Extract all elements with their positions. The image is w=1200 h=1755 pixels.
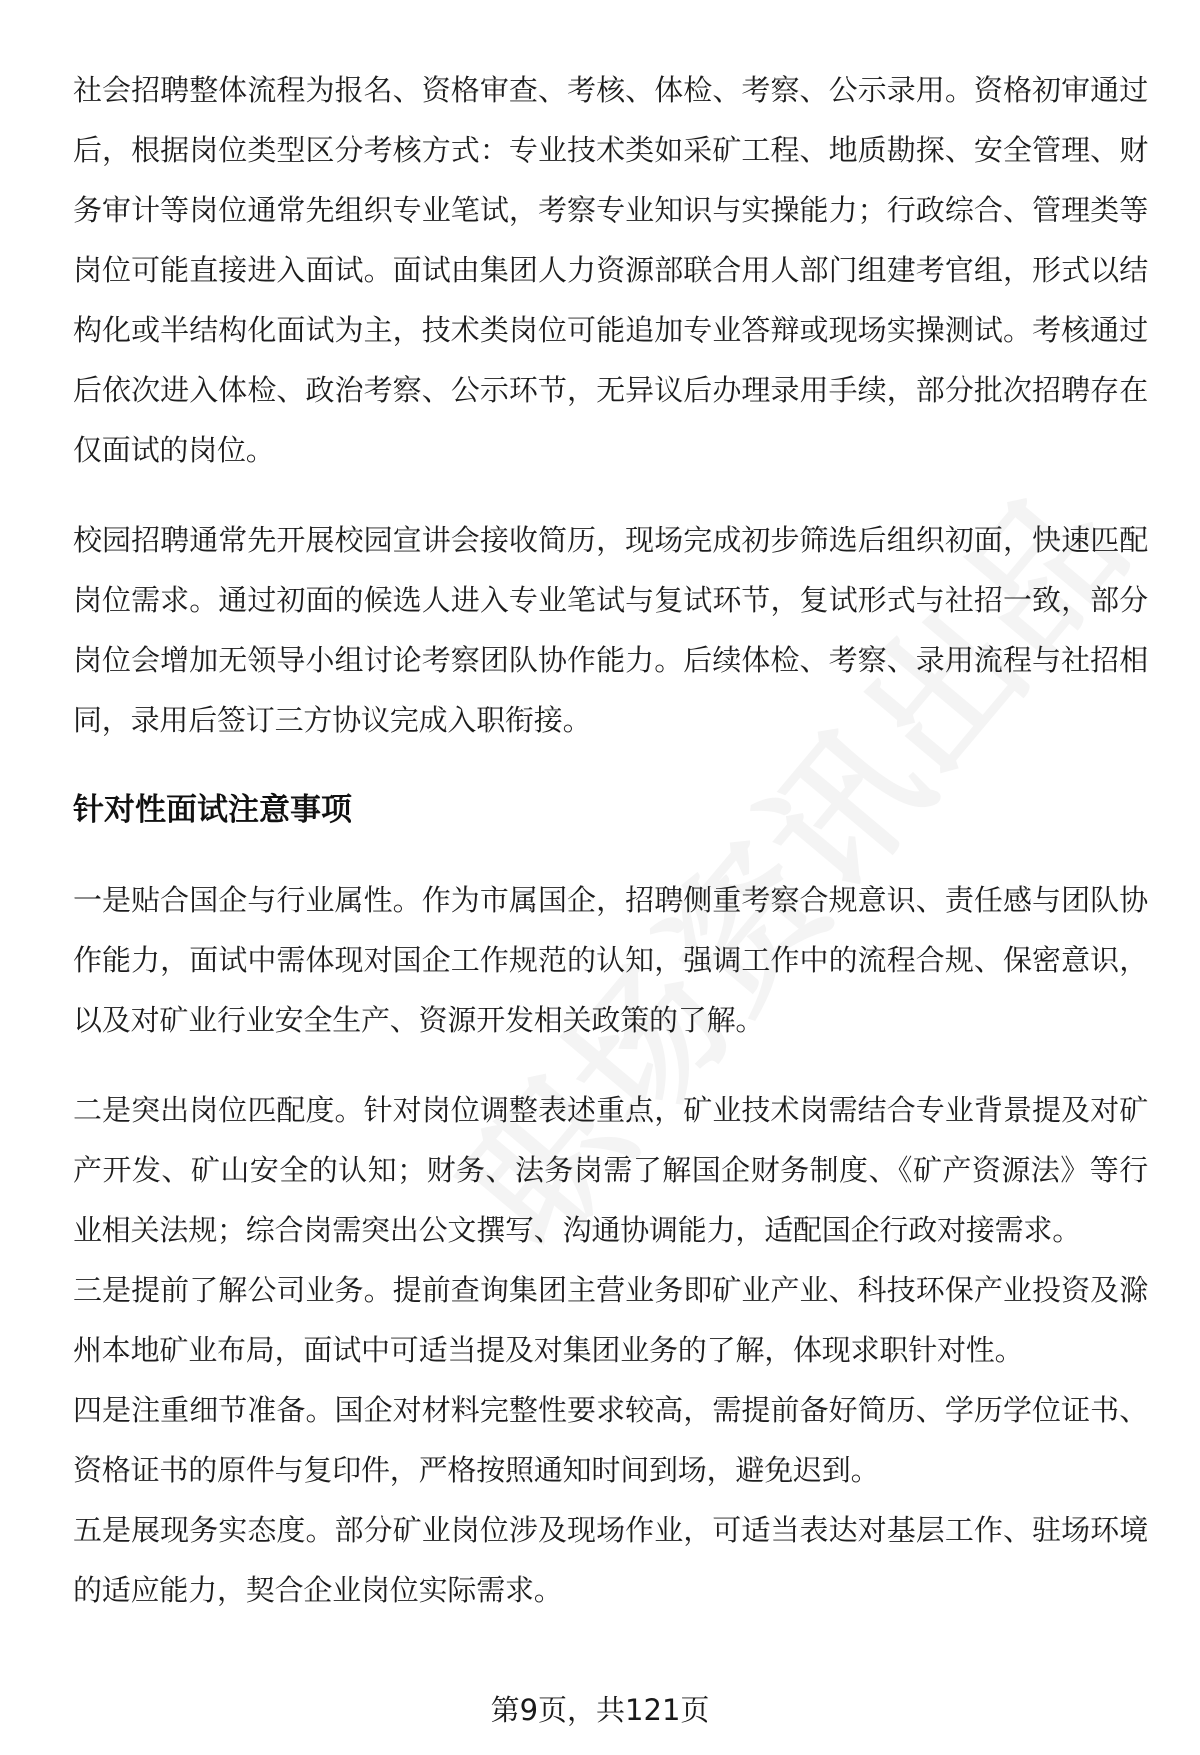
page-content — [73, 60, 1148, 1620]
paragraph-social-recruitment: 社会招聘整体流程为报名、资格审查、考核、体检、考察、公示录用。资格初审通过后，根据岗位类型区分考核方式：专业技术类如采矿工程、地质勘探、安全管理、财务审计等岗位通常先组织专业笔试，考察专业知识与实操能力；行政综合、管理类等岗位可能直接进入面试。面试由集团人力资源部联合用人部门组建考官组，形式以结构化或半结构化面试为主，技术类岗位可能追加专业答辩或现场实操测试。考核通过后依次进入体检、政治考察、公示环节，无异议后办理录用手续，部分批次招聘存在仅面试的岗位。 — [73, 73, 1148, 467]
tip-paragraph-1: 一是贴合国企与行业属性。作为市属国企，招聘侧重考察合规意识、责任感与团队协作能力，面试中需体现对国企工作规范的认知，强调工作中的流程合规、保密意识，以及对矿业行业安全生产、资源开发相关政策的了解。 — [73, 883, 1148, 1037]
section-heading: 针对性面试注意事项 — [73, 792, 352, 828]
paragraph-campus-recruitment: 校园招聘通常先开展校园宣讲会接收简历，现场完成初步筛选后组织初面，快速匹配岗位需求。通过初面的候选人进入专业笔试与复试环节，复试形式与社招一致，部分岗位会增加无领导小组讨论考察团队协作能力。后续体检、考察、录用流程与社招相同，录用后签订三方协议完成入职衔接。 — [73, 523, 1148, 737]
tip-paragraph-4: 四是注重细节准备。国企对材料完整性要求较高，需提前备好简历、学历学位证书、资格证书的原件与复印件，严格按照通知时间到场，避免迟到。 — [73, 1393, 1148, 1487]
tip-paragraph-3: 三是提前了解公司业务。提前查询集团主营业务即矿业产业、科技环保产业投资及滁州本地矿业布局，面试中可适当提及对集团业务的了解，体现求职针对性。 — [73, 1273, 1148, 1367]
page-number-footer: 第9页，共121页 — [490, 1693, 710, 1727]
tip-paragraph-5: 五是展现务实态度。部分矿业岗位涉及现场作业，可适当表达对基层工作、驻场环境的适应能力，契合企业岗位实际需求。 — [73, 1513, 1148, 1607]
tip-paragraph-2: 二是突出岗位匹配度。针对岗位调整表述重点，矿业技术岗需结合专业背景提及对矿产开发、矿山安全的认知；财务、法务岗需了解国企财务制度、《矿产资源法》等行业相关法规；综合岗需突出公文撰写、沟通协调能力，适配国企行政对接需求。 — [73, 1093, 1148, 1247]
